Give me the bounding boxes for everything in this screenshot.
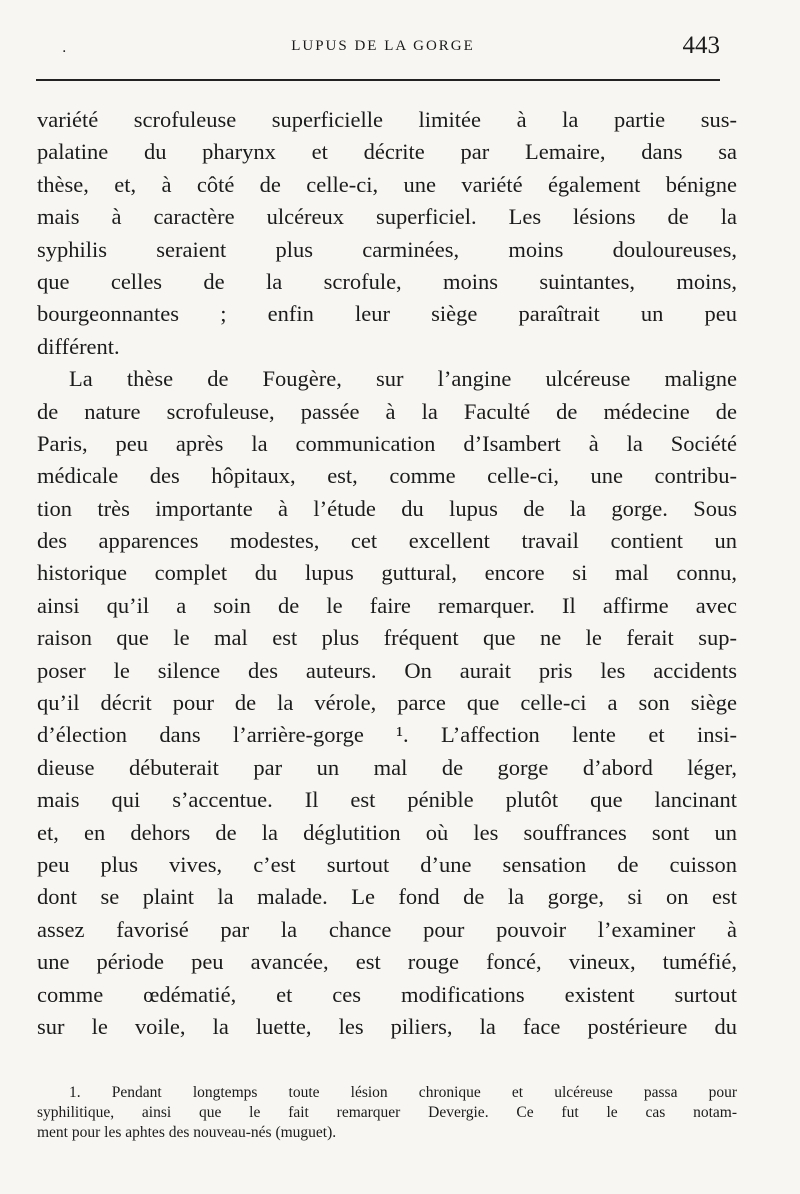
text-line: dont se plaint la malade. Le fond de la gorge, si on est (37, 884, 737, 910)
footnote-line: 1. Pendant longtemps toute lésion chronique et ulcéreuse passa pour (69, 1084, 737, 1101)
text-line: syphilis seraient plus carminées, moins douloureuses, (37, 236, 737, 262)
footnote (37, 1083, 737, 1143)
text-line: médicale des hôpitaux, est, comme celle-ci, une contribu- (37, 463, 737, 489)
text-line: poser le silence des auteurs. On aurait pris les accidents (37, 657, 737, 683)
header-rule (36, 79, 720, 81)
text-line: dieuse débuterait par un mal de gorge d’abord léger, (37, 754, 737, 780)
text-line: historique complet du lupus guttural, encore si mal connu, (37, 560, 737, 586)
text-line: sur le voile, la luette, les piliers, la face postérieure du (37, 1013, 737, 1039)
text-line: une période peu avancée, est rouge foncé, vineux, tuméfié, (37, 949, 737, 975)
page-header (38, 32, 728, 62)
text-line: raison que le mal est plus fréquent que ne le ferait sup- (37, 625, 737, 651)
text-line: d’élection dans l’arrière-gorge ¹. L’affection lente et insi- (37, 722, 737, 748)
footnote-line: ment pour les aphtes des nouveau-nés (muguet). (37, 1124, 337, 1141)
text-line: et, en dehors de la déglutition où les souffrances sont un (37, 819, 737, 845)
text-line: mais qui s’accentue. Il est pénible plutôt que lancinant (37, 787, 737, 813)
text-line: ainsi qu’il a soin de le faire remarquer. Il affirme avec (37, 592, 737, 618)
text-line: peu plus vives, c’est surtout d’une sensation de cuisson (37, 851, 737, 877)
text-line: qu’il décrit pour de la vérole, parce que celle-ci a son siège (37, 690, 737, 716)
text-line: de nature scrofuleuse, passée à la Faculté de médecine de (37, 398, 737, 424)
text-line: bourgeonnantes ; enfin leur siège paraîtrait un peu (37, 301, 737, 327)
footnote-line: syphilitique, ainsi que le fait remarquer Devergie. Ce fut le cas notam- (37, 1104, 737, 1121)
body-text (37, 104, 737, 1043)
text-line: des apparences modestes, cet excellent travail contient un (37, 528, 737, 554)
page-number: 443 (682, 32, 720, 59)
text-line: variété scrofuleuse superficielle limitée à la partie sus- (37, 107, 737, 132)
header-dot: . (62, 40, 67, 56)
text-line: que celles de la scrofule, moins suintantes, moins, (37, 268, 737, 294)
text-line: La thèse de Fougère, sur l’angine ulcéreuse maligne (69, 366, 737, 392)
running-title: LUPUS DE LA GORGE (291, 38, 475, 54)
text-line: comme œdématié, et ces modifications existent surtout (37, 981, 737, 1007)
text-line: différent. (37, 333, 120, 359)
text-line: mais à caractère ulcéreux superficiel. Les lésions de la (37, 204, 737, 230)
text-line: Paris, peu après la communication d’Isambert à la Société (37, 430, 737, 456)
text-line: thèse, et, à côté de celle-ci, une variété également bénigne (37, 171, 737, 197)
text-line: palatine du pharynx et décrite par Lemaire, dans sa (37, 139, 737, 165)
text-line: tion très importante à l’étude du lupus de la gorge. Sous (37, 495, 737, 521)
text-line: assez favorisé par la chance pour pouvoir l’examiner à (37, 916, 737, 942)
